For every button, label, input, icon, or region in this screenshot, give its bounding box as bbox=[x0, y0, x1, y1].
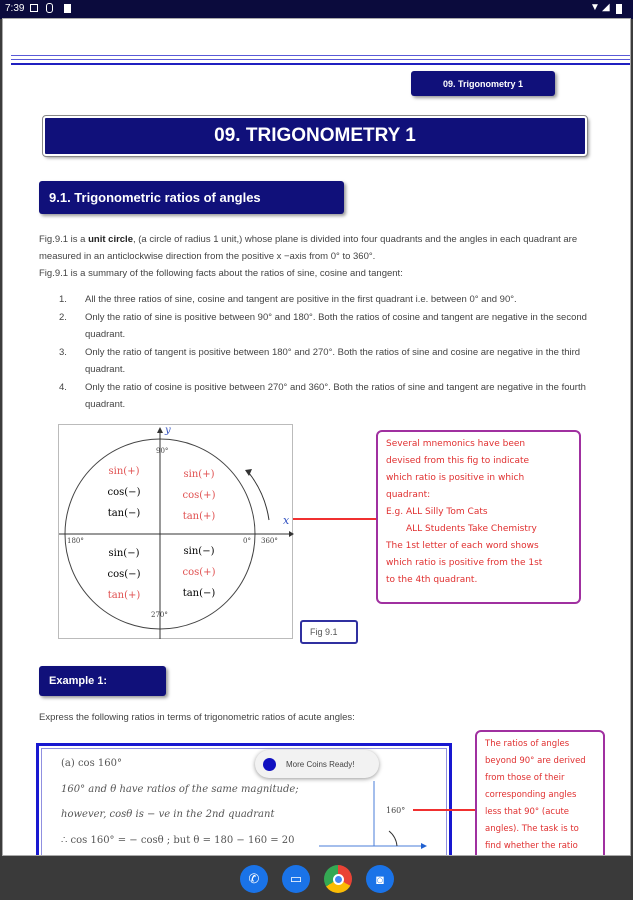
phone-icon[interactable]: ✆ bbox=[240, 865, 268, 893]
angle-0: 0° bbox=[243, 537, 251, 545]
angle-label-160: 160° bbox=[386, 806, 406, 815]
angle-360: 360° bbox=[261, 537, 278, 545]
dock-bar bbox=[0, 856, 633, 900]
example-title: Example 1: bbox=[39, 666, 166, 696]
shield-icon bbox=[46, 3, 53, 13]
arrow-connector bbox=[413, 809, 475, 811]
angle-diagram bbox=[309, 776, 429, 856]
example-prompt: Express the following ratios in terms of trigonometric ratios of acute angles: bbox=[39, 712, 355, 723]
coins-toast[interactable] bbox=[255, 750, 379, 778]
quadrant-2: sin(+) cos(−) tan(−) bbox=[107, 466, 141, 519]
chapter-title: 09. TRIGONOMETRY 1 bbox=[43, 116, 587, 156]
battery-icon bbox=[616, 4, 622, 14]
mnemonic-note: Several mnemonics have been devised from this fig to indicate which ratio is positive in which quadrant: E.g. ALL Silly Tom Cats ALL Students Take Chemistry The 1st letter of each word shows which ratio is positive from the 1st to the 4th quadrant. bbox=[376, 430, 581, 604]
quadrant-3: sin(−) cos(−) tan(+) bbox=[107, 548, 141, 601]
summary-paragraph: Fig.9.1 is a summary of the following facts about the ratios of sine, cosine and tangent: bbox=[39, 268, 403, 279]
figure-caption: Fig 9.1 bbox=[300, 620, 358, 644]
camera-icon[interactable]: ◙ bbox=[366, 865, 394, 893]
unit-circle-figure bbox=[58, 424, 293, 639]
angle-180: 180° bbox=[67, 537, 84, 545]
sd-card-icon bbox=[64, 4, 71, 13]
arrow-connector bbox=[293, 518, 376, 520]
wifi-icon: ▼ bbox=[590, 2, 600, 13]
signal-icon: ◢ bbox=[602, 2, 610, 13]
chrome-icon[interactable] bbox=[324, 865, 352, 893]
quadrant-1: sin(+) cos(+) tan(+) bbox=[182, 469, 216, 522]
acute-angle-note: The ratios of angles beyond 90° are derived from those of their corresponding angles less that 90° (acute angles). The task is to find whether the ratio bbox=[475, 730, 605, 856]
y-axis-label: y bbox=[165, 425, 171, 436]
angle-90: 90° bbox=[156, 447, 169, 455]
status-bar bbox=[0, 0, 633, 19]
intro-paragraph: Fig.9.1 is a unit circle, (a circle of radius 1 unit,) whose plane is divided into four quadrants and the angles in each quadrant are measured in an anticlockwise direction from the positive x −axis from 0° to 360°. bbox=[39, 234, 578, 262]
example-line: however, cosθ is − ve in the 2nd quadrant bbox=[61, 809, 275, 820]
facts-list bbox=[55, 291, 600, 414]
angle-270: 270° bbox=[151, 611, 168, 619]
example-line: ∴ cos 160° = − cosθ ; but θ = 180 − 160 = 20 bbox=[61, 835, 295, 846]
document-page[interactable] bbox=[2, 18, 631, 856]
list-item: 3. Only the ratio of tangent is positive between 180° and 270°. Both the ratios of sine and cosine are negative in the third quadrant. bbox=[59, 347, 581, 375]
list-item: 2. Only the ratio of sine is positive between 90° and 180°. Both the ratios of cosine and tangent are negative in the second quadrant. bbox=[59, 312, 587, 340]
messages-icon[interactable]: ▭ bbox=[282, 865, 310, 893]
notification-icon bbox=[30, 4, 38, 12]
example-box bbox=[36, 743, 452, 856]
section-title: 9.1. Trigonometric ratios of angles bbox=[39, 181, 344, 214]
quadrant-4: sin(−) cos(+) tan(−) bbox=[182, 546, 216, 599]
coin-icon bbox=[263, 758, 276, 771]
example-line: 160° and θ have ratios of the same magnitude; bbox=[61, 784, 299, 795]
list-item: 1. All the three ratios of sine, cosine and tangent are positive in the first quadrant i.e. between 0° and 90°. bbox=[59, 294, 517, 305]
unit-circle-diagram bbox=[59, 425, 294, 640]
example-line: (a) cos 160° bbox=[61, 758, 122, 769]
toast-text: More Coins Ready! bbox=[286, 759, 355, 769]
x-axis-label: x bbox=[283, 514, 290, 527]
header-badge: 09. Trigonometry 1 bbox=[411, 71, 555, 96]
list-item: 4. Only the ratio of cosine is positive between 270° and 360°. Both the ratios of sine and tangent are negative in the fourth quadrant. bbox=[59, 382, 586, 410]
clock: 7:39 bbox=[5, 3, 25, 14]
